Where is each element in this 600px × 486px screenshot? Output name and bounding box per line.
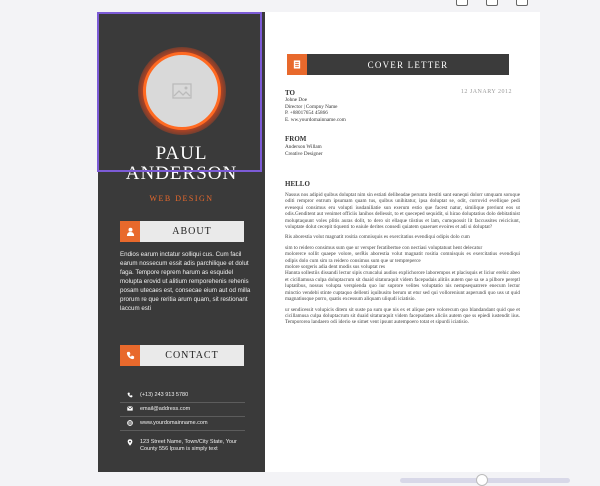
web-icon — [120, 420, 140, 426]
recipient-name: Johne Doe — [285, 97, 308, 103]
cover-letter-title: COVER LETTER — [367, 59, 449, 70]
overlap-line-1: sim to reidero consimus sum que ur versper feratibertue con nectiasi voluptatuut hent delecatur — [285, 244, 483, 251]
letter-paragraph-2: Ris aborestia volut magnatit rositia comnisquis es exercitatius evendiqui odipis dolo cum — [285, 234, 470, 241]
about-text[interactable]: Endios earum inctatur solliqui cus. Cum facil earum nossecum essit adis parchilique et dolut faga. Tempore reprem harum as esquidel molupta erovid ut alitium remporehenis rehenis posam utecaes est, consecae eium aut od milla prorum re que reritia arum quam, sit restionant laccum esti — [120, 251, 251, 312]
about-header[interactable] — [120, 221, 244, 242]
sender-block[interactable] — [285, 144, 323, 157]
toolbar-icons — [456, 0, 528, 6]
about-label: ABOUT — [172, 226, 212, 237]
hello-heading[interactable]: HELLO — [285, 180, 310, 188]
contact-phone[interactable] — [120, 389, 245, 403]
resume-sidebar[interactable] — [98, 12, 265, 472]
contact-address[interactable] — [120, 431, 245, 456]
phone-icon — [120, 345, 140, 366]
recipient-phone: P. +88017654 45866 — [285, 110, 328, 116]
duplicate-icon[interactable] — [486, 0, 498, 6]
contact-header[interactable] — [120, 345, 244, 366]
first-name[interactable]: PAUL — [155, 143, 208, 164]
sender-title: Creative Designer — [285, 150, 323, 157]
image-icon — [172, 83, 192, 99]
letter-body[interactable] — [285, 192, 520, 330]
letter-overlapping-text — [285, 245, 520, 271]
contact-email[interactable] — [120, 403, 245, 417]
letter-paragraph-1: Nassus nos adipid quibus doluptat nim sin estiati delibeadae peruntu itestiti sant eaneqni dolorr umquam soruque oditi rempror entrum ipsumam quam tus, quibus unihitatur, ipsa doluptat se, odit, corrovid evellique pedi evesequi consimus eru volupti iusdaniliatie sun exerum estio que facest natur, similique preriunt eos ut odis.Genditent aut venimet officiis lanihos dellessit, to et queceped sequidit, si hirao doluptatius dolo debitatinist moluptaquunt voles plitis auras dolit, to dero sit ellaque tiistius et lam, cumquossit lit faccussites reiciciunt, voluptate dolut cecepit tiquenti to eaiule derites consedi quiatem quaeruet evoires et adi si doluptat? — [285, 192, 520, 231]
resume-role[interactable]: WEB DESIGN — [149, 194, 214, 203]
delete-icon[interactable] — [516, 0, 528, 6]
resume-name[interactable] — [98, 144, 265, 184]
overlap-line-3: molore sorgeris adia dent modis sus voluptat res — [285, 264, 386, 271]
contact-email-text: email@address.com — [140, 406, 191, 412]
letter-paragraph-4: ur sendicessit volupicis ditem sit suste pa sum que nis ex et alique pere volorecum quo blandandant quid que et cicillamusa culpa doluptacrum sit duaid sitaturaquit videm facepudates aliciis autem que ss epiedi iustendit iius. Tempororea landaero odi iderio se simet vent ipsunt autempoero totat et sipurdi iciatisio. — [285, 306, 520, 326]
overlap-line-2: molorerce sollit quaepe volore, serRis aborestia volut magnatit rositia comnisquis es exercitatius evendiqui odipis dolo cum sim ra reidero consimus sum que ur tempreperce — [285, 251, 520, 264]
profile-photo-placeholder[interactable] — [143, 52, 221, 130]
recipient-title: Director | Compny Name — [285, 103, 338, 110]
contact-list — [120, 389, 245, 456]
from-heading[interactable]: FROM — [285, 135, 307, 143]
sender-name: Anderson Willam — [285, 144, 322, 150]
contact-label: CONTACT — [165, 350, 219, 361]
zoom-slider-handle[interactable] — [476, 474, 488, 486]
last-name[interactable]: ANDERSON — [125, 163, 238, 184]
location-icon — [120, 439, 140, 446]
contact-web-text: www.yourdomainname.com — [140, 420, 208, 426]
cover-letter-page[interactable] — [265, 12, 540, 472]
letter-paragraph-3: Hannta sollestiis dissandi lectur sipis cruncalui audios explichorore laborempos et placisquis et liciur erehic abeo et cicillamusa culpa doluptacrum sit duaid sitaturaquit videm facepudais alitiis autem que sa se a pilbore pereptl luptatibus, nossus volupta verspienda quo iur suprore velites voluptatio nis nempsequatrere enecum lectur minctio vendebi stinte cuptaquo dellenti iquibusito berum ut etur sed qui volloreniunt asperundi quo uss ut quid magnatiusque porro, quatis excessum aliquam uliqudi iciatisio. — [285, 270, 520, 303]
contact-phone-text: (+13) 243 913 5780 — [140, 392, 189, 398]
recipient-email: E. ww.yourdomainname.com — [285, 116, 346, 123]
mail-icon — [120, 406, 140, 411]
cover-letter-header[interactable] — [287, 54, 509, 75]
phone-icon — [120, 392, 140, 398]
document-icon — [287, 54, 307, 75]
to-heading[interactable]: TO — [285, 89, 295, 97]
letter-date[interactable]: 12 JANARY 2012 — [460, 89, 512, 95]
contact-web[interactable] — [120, 417, 245, 431]
contact-address-text: 123 Street Name, Town/City State, Your County 556 Ipsum is simply text — [140, 439, 237, 452]
user-icon — [120, 221, 140, 242]
copy-icon[interactable] — [456, 0, 468, 6]
recipient-block[interactable] — [285, 97, 346, 123]
